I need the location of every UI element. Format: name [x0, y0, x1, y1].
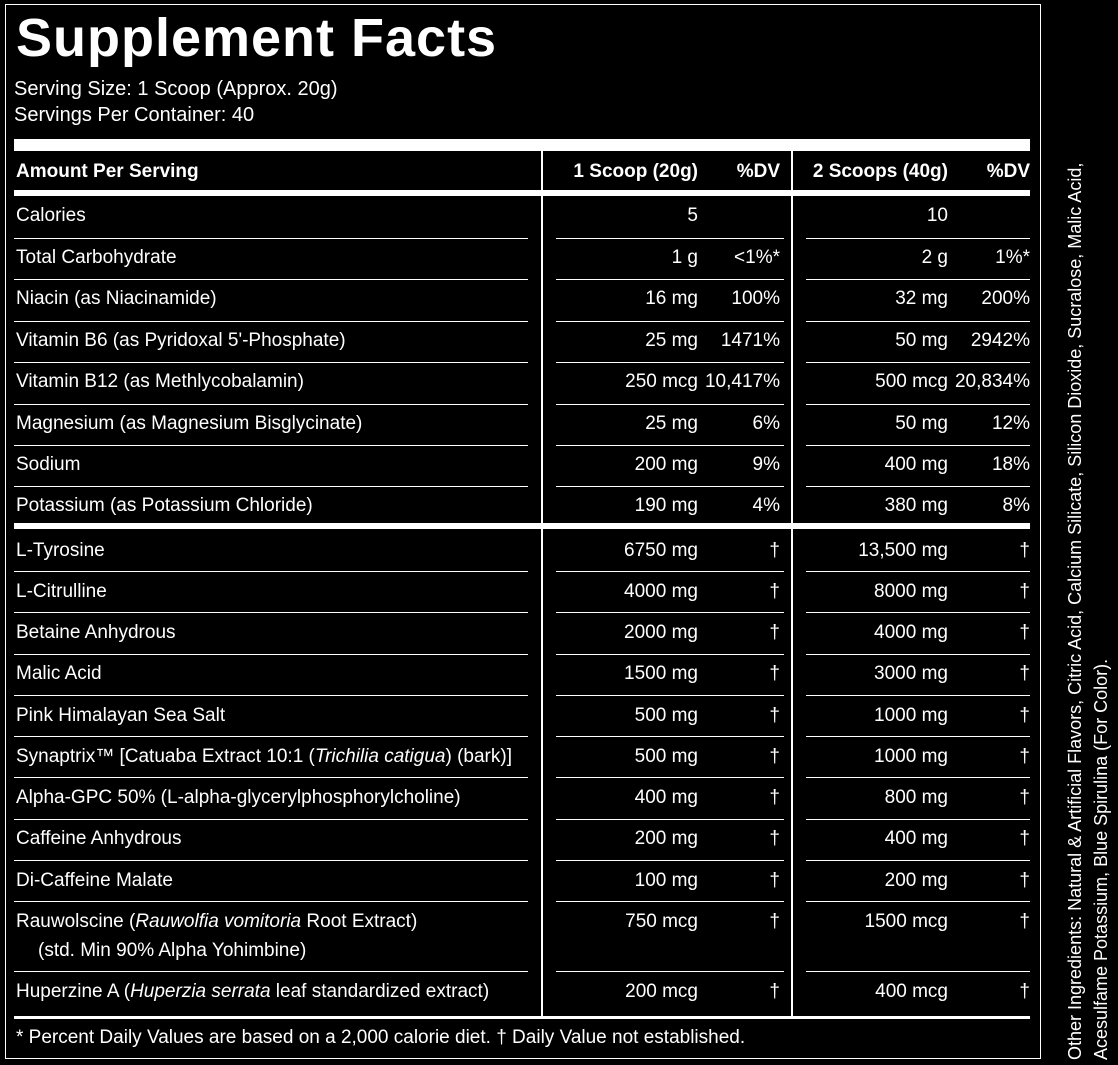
row-amount-2: 1500 mcg [864, 911, 948, 932]
row-dv-2: † [1019, 581, 1030, 602]
row-separator [806, 695, 1030, 696]
header-amount: Amount Per Serving [16, 161, 199, 182]
row-dv-2: 18% [991, 454, 1030, 475]
row-dv-1: 9% [752, 454, 780, 475]
row-dv-1: † [769, 581, 780, 602]
header-col1: 1 Scoop (20g) [573, 161, 698, 182]
row-amount-1: 200 mg [634, 828, 698, 849]
row-dv-1: † [769, 828, 780, 849]
top-thick-bar [14, 139, 1030, 151]
row-separator [556, 736, 784, 737]
row-dv-2: 12% [991, 413, 1030, 434]
row-separator [556, 612, 784, 613]
row-amount-2: 2 g [921, 247, 948, 268]
row-dv-1: † [769, 622, 780, 643]
row-name: Vitamin B12 (as Methlycobalamin) [16, 371, 304, 392]
row-separator [556, 362, 784, 363]
row-dv-1: † [769, 663, 780, 684]
row-dv-2: † [1019, 981, 1030, 1002]
row-amount-2: 13,500 mg [858, 540, 948, 561]
row-name: Rauwolscine (Rauwolfia vomitoria Root Extract) [16, 911, 418, 932]
row-separator [556, 486, 784, 487]
row-separator [806, 901, 1030, 902]
row-separator [556, 654, 784, 655]
row-separator [14, 279, 528, 280]
row-dv-2: 8% [1002, 495, 1030, 516]
row-name: Potassium (as Potassium Chloride) [16, 495, 313, 516]
row-separator [556, 321, 784, 322]
row-name: Calories [16, 205, 86, 226]
row-dv-2: † [1019, 787, 1030, 808]
row-name: Malic Acid [16, 663, 102, 684]
row-amount-2: 3000 mg [874, 663, 948, 684]
row-dv-2: † [1019, 828, 1030, 849]
row-separator [806, 571, 1030, 572]
row-separator [14, 612, 528, 613]
row-name: Magnesium (as Magnesium Bisglycinate) [16, 413, 363, 434]
row-separator [14, 321, 528, 322]
row-amount-1: 100 mg [634, 870, 698, 891]
row-amount-1: 1500 mg [624, 663, 698, 684]
row-dv-1: † [769, 540, 780, 561]
row-separator [556, 971, 784, 972]
row-dv-1: <1%* [734, 247, 780, 268]
row-amount-2: 200 mg [884, 870, 948, 891]
header-col2: 2 Scoops (40g) [812, 161, 948, 182]
serving-size: Serving Size: 1 Scoop (Approx. 20g) [14, 78, 338, 100]
row-separator [14, 736, 528, 737]
row-amount-2: 8000 mg [874, 581, 948, 602]
row-separator [806, 736, 1030, 737]
row-separator [556, 860, 784, 861]
row-name: Synaptrix™ [Catuaba Extract 10:1 (Trichilia catigua) (bark)] [16, 746, 512, 767]
row-dv-1: 10,417% [704, 371, 780, 392]
row-amount-1: 750 mcg [625, 911, 698, 932]
row-separator [14, 486, 528, 487]
row-dv-1: † [769, 911, 780, 932]
row-name: Vitamin B6 (as Pyridoxal 5'-Phosphate) [16, 330, 346, 351]
row-separator [806, 819, 1030, 820]
row-amount-2: 32 mg [895, 288, 948, 309]
row-amount-1: 200 mg [634, 454, 698, 475]
row-dv-2: † [1019, 911, 1030, 932]
row-amount-1: 190 mg [634, 495, 698, 516]
row-dv-1: † [769, 705, 780, 726]
other-ingredients [1062, 20, 1114, 1060]
row-name: Alpha-GPC 50% (L-alpha-glycerylphosphorylcholine) [16, 787, 461, 808]
row-dv-2: 20,834% [954, 371, 1030, 392]
row-separator [806, 971, 1030, 972]
row-dv-2: † [1019, 540, 1030, 561]
row-separator [14, 571, 528, 572]
row-amount-2: 1000 mg [874, 705, 948, 726]
column-divider-1 [541, 151, 543, 1016]
row-separator [806, 321, 1030, 322]
row-amount-1: 16 mg [645, 288, 698, 309]
row-separator [556, 571, 784, 572]
row-separator [14, 404, 528, 405]
row-name-2: (std. Min 90% Alpha Yohimbine) [38, 940, 307, 961]
row-separator [806, 612, 1030, 613]
row-separator [14, 971, 528, 972]
row-dv-1: 6% [752, 413, 780, 434]
row-separator [806, 860, 1030, 861]
row-dv-1: † [769, 981, 780, 1002]
row-name: L-Citrulline [16, 581, 107, 602]
header-dv2: %DV [986, 161, 1030, 182]
row-amount-1: 5 [687, 205, 698, 226]
row-dv-2: 1%* [995, 247, 1030, 268]
row-dv-2: 2942% [970, 330, 1030, 351]
row-separator [806, 279, 1030, 280]
row-dv-2: 200% [981, 288, 1030, 309]
row-amount-2: 400 mg [884, 454, 948, 475]
row-dv-2: † [1019, 705, 1030, 726]
row-separator [556, 445, 784, 446]
row-separator [556, 238, 784, 239]
row-dv-1: 100% [731, 288, 780, 309]
row-dv-2: † [1019, 622, 1030, 643]
row-separator [14, 695, 528, 696]
row-separator [556, 279, 784, 280]
column-divider-2 [791, 151, 793, 1016]
row-separator [806, 445, 1030, 446]
row-dv-2: † [1019, 663, 1030, 684]
other-ingredients-line-2: Acesulfame Potassium, Blue Spirulina (For Color). [1091, 658, 1111, 1060]
row-separator [556, 695, 784, 696]
row-amount-1: 2000 mg [624, 622, 698, 643]
row-separator [556, 901, 784, 902]
row-separator [806, 404, 1030, 405]
other-ingredients-line-1: Other Ingredients: Natural & Artificial Flavors, Citric Acid, Calcium Silicate, Silicon Dioxide, Sucralose, Malic Acid, [1065, 162, 1085, 1060]
row-separator [14, 819, 528, 820]
row-dv-1: 4% [752, 495, 780, 516]
row-amount-1: 25 mg [645, 413, 698, 434]
section-divider-bar [14, 523, 1030, 529]
footer-bar [14, 1016, 1030, 1019]
row-name: Niacin (as Niacinamide) [16, 288, 217, 309]
row-amount-1: 200 mcg [625, 981, 698, 1002]
row-separator [806, 654, 1030, 655]
row-name: Huperzine A (Huperzia serrata leaf standardized extract) [16, 981, 490, 1002]
row-amount-2: 400 mcg [875, 981, 948, 1002]
row-amount-1: 400 mg [634, 787, 698, 808]
row-separator [14, 777, 528, 778]
row-amount-2: 1000 mg [874, 746, 948, 767]
servings-per-container: Servings Per Container: 40 [14, 104, 255, 126]
row-amount-2: 380 mg [884, 495, 948, 516]
row-separator [806, 777, 1030, 778]
row-dv-1: † [769, 787, 780, 808]
row-separator [14, 860, 528, 861]
row-name: Pink Himalayan Sea Salt [16, 705, 226, 726]
row-separator [806, 362, 1030, 363]
row-separator [806, 238, 1030, 239]
row-amount-1: 1 g [671, 247, 698, 268]
row-separator [806, 486, 1030, 487]
row-name: Sodium [16, 454, 81, 475]
row-separator [556, 819, 784, 820]
row-amount-1: 6750 mg [624, 540, 698, 561]
row-amount-1: 25 mg [645, 330, 698, 351]
row-amount-2: 10 [926, 205, 948, 226]
row-separator [14, 238, 528, 239]
row-separator [556, 404, 784, 405]
row-name: L-Tyrosine [16, 540, 105, 561]
row-name: Caffeine Anhydrous [16, 828, 182, 849]
row-dv-2: † [1019, 746, 1030, 767]
row-amount-2: 50 mg [895, 413, 948, 434]
row-name: Betaine Anhydrous [16, 622, 176, 643]
header-bottom-bar [14, 190, 1030, 196]
row-dv-2: † [1019, 870, 1030, 891]
row-amount-1: 250 mcg [625, 371, 698, 392]
row-amount-2: 400 mg [884, 828, 948, 849]
row-amount-1: 500 mg [634, 746, 698, 767]
row-name: Di-Caffeine Malate [16, 870, 174, 891]
row-amount-1: 500 mg [634, 705, 698, 726]
row-separator [14, 445, 528, 446]
row-amount-2: 50 mg [895, 330, 948, 351]
footnote: * Percent Daily Values are based on a 2,000 calorie diet. † Daily Value not established. [16, 1027, 746, 1048]
row-dv-1: † [769, 746, 780, 767]
header-dv1: %DV [736, 161, 780, 182]
row-amount-2: 4000 mg [874, 622, 948, 643]
row-dv-1: 1471% [720, 330, 780, 351]
row-dv-1: † [769, 870, 780, 891]
row-amount-2: 500 mcg [875, 371, 948, 392]
row-separator [14, 654, 528, 655]
row-separator [556, 777, 784, 778]
row-separator [14, 901, 528, 902]
panel-title: Supplement Facts [16, 8, 498, 68]
row-separator [14, 362, 528, 363]
row-amount-1: 4000 mg [624, 581, 698, 602]
row-amount-2: 800 mg [884, 787, 948, 808]
row-name: Total Carbohydrate [16, 247, 177, 268]
